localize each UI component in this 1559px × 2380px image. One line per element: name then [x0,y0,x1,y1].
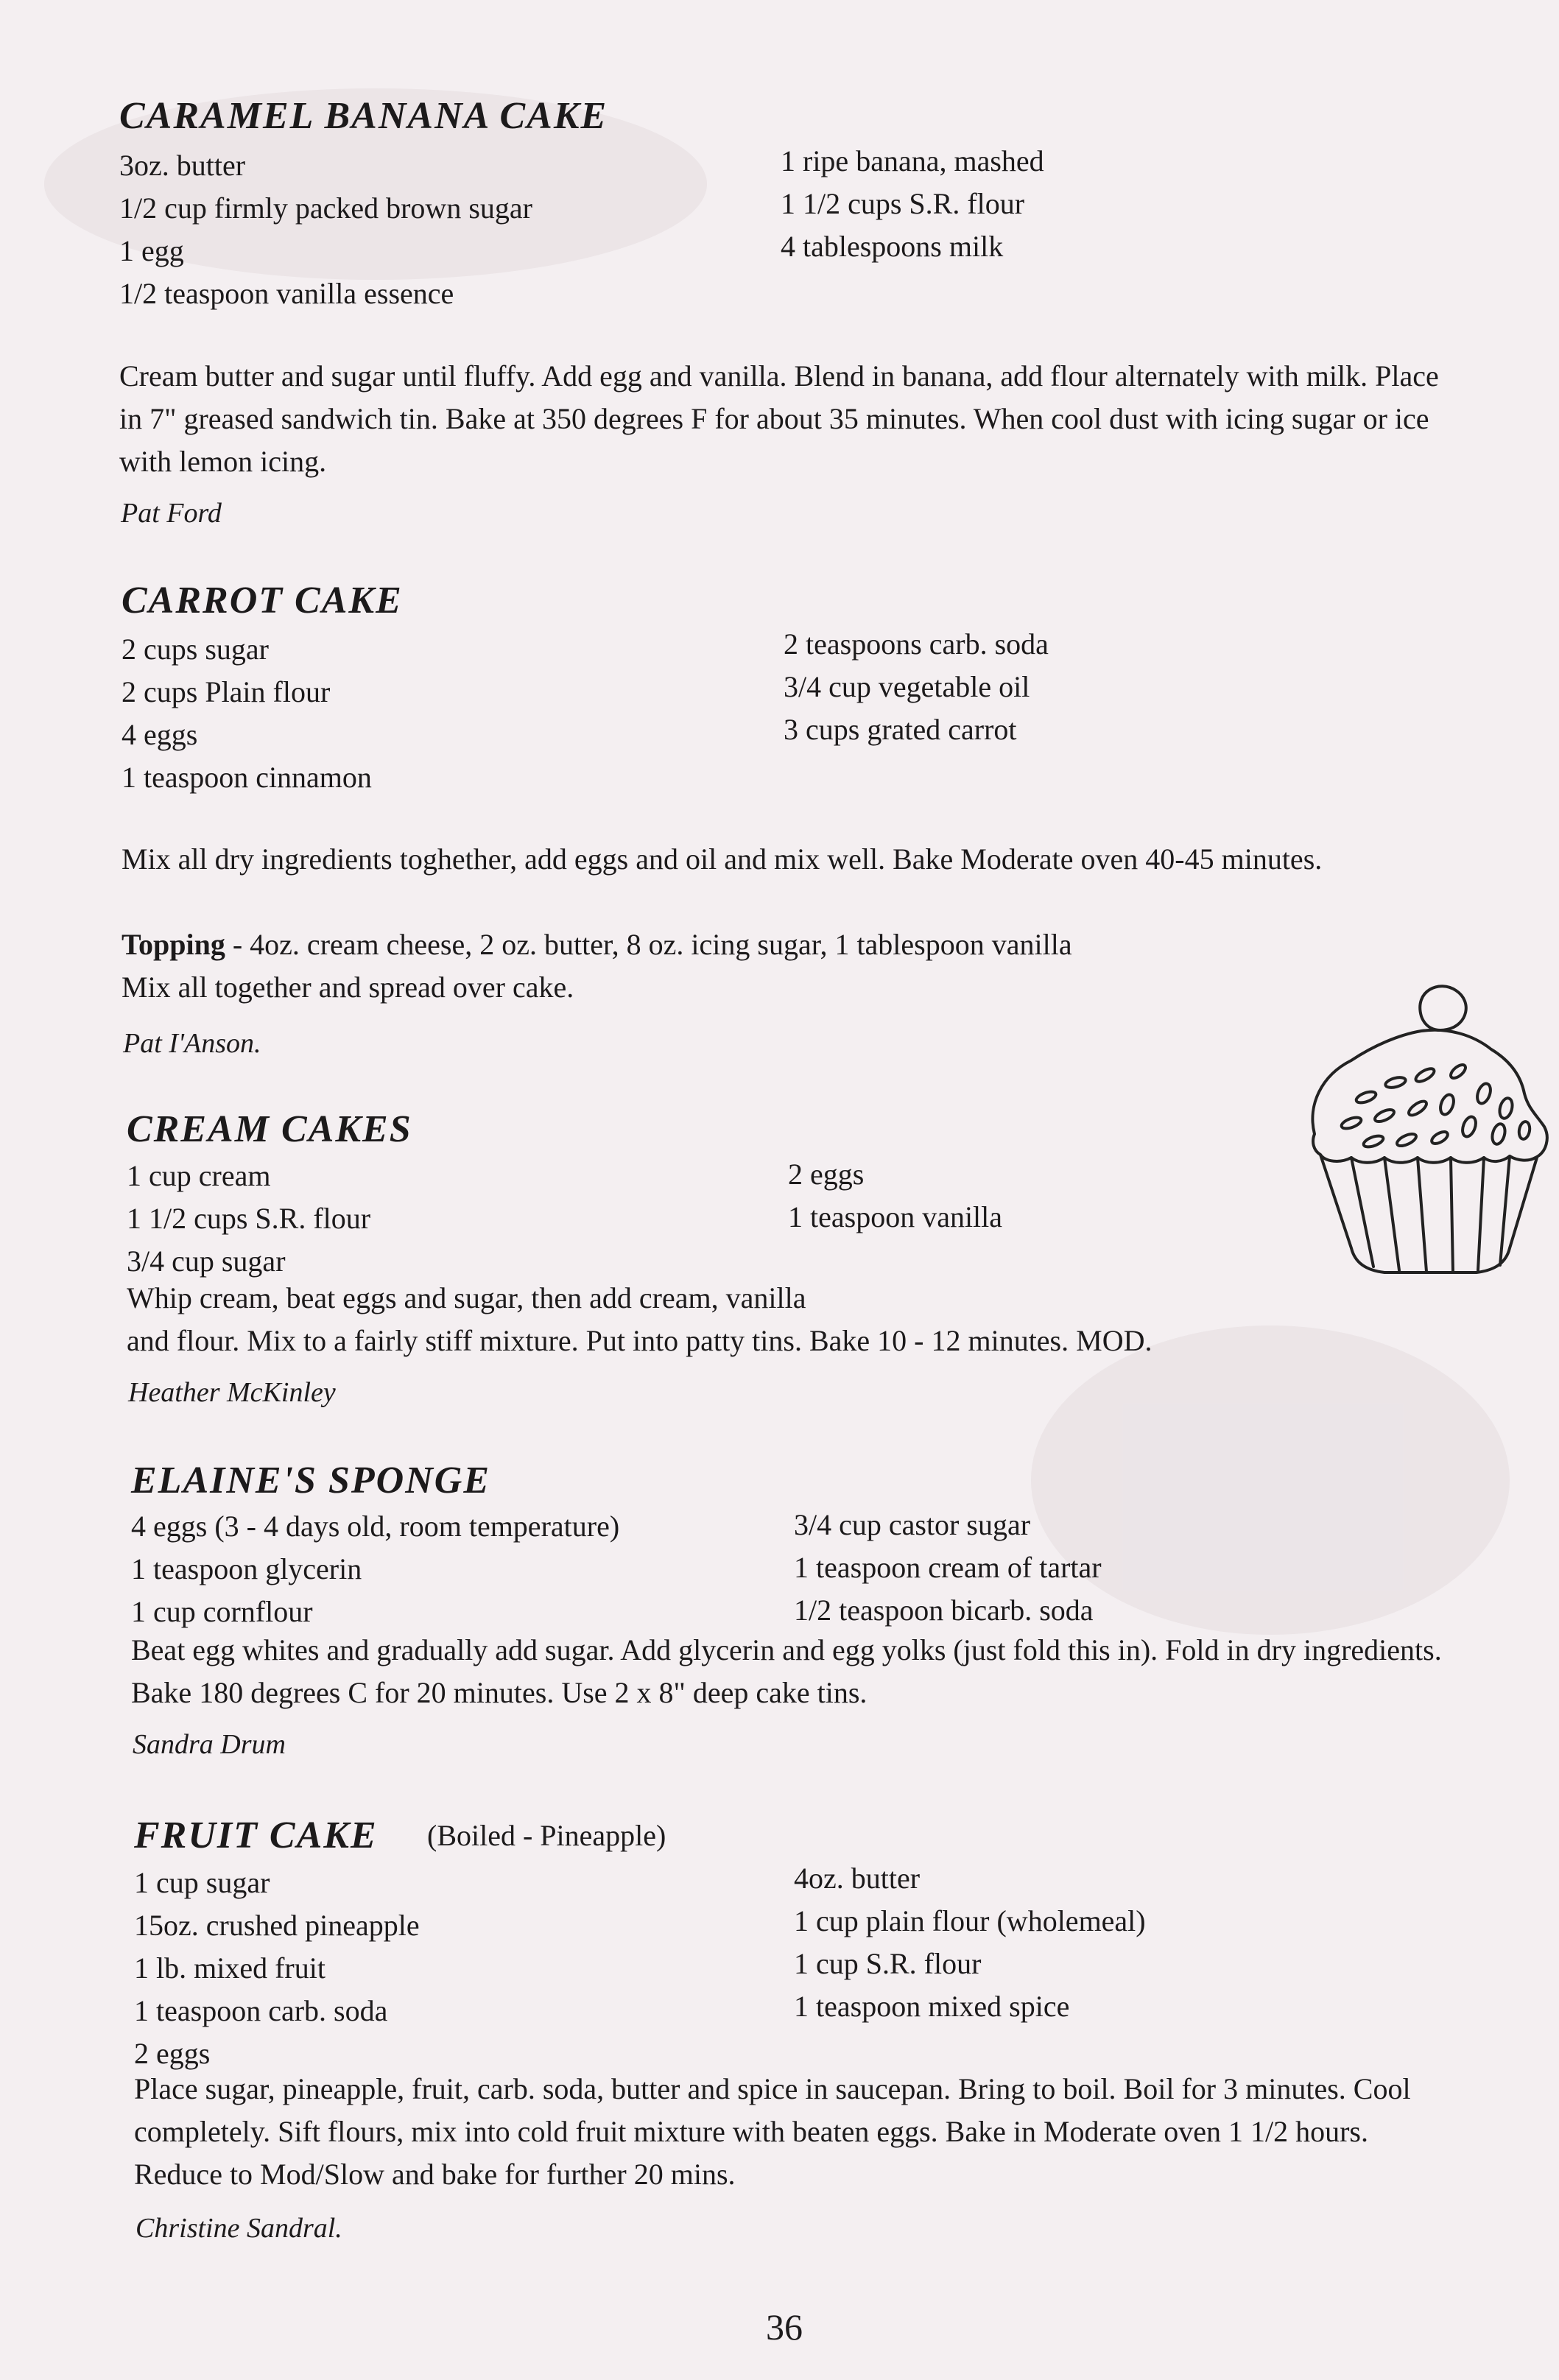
ingredient: 2 cups sugar [122,633,269,666]
ingredient: 1/2 cup firmly packed brown sugar [119,191,532,225]
author: Pat I'Anson. [123,1028,261,1059]
ingredient: 3/4 cup castor sugar [794,1508,1031,1541]
topping-method: Mix all together and spread over cake. [122,971,574,1004]
method-text: Whip cream, beat eggs and sugar, then add cream, vanilla [127,1281,806,1314]
ingredients-left [119,144,532,315]
ingredient: 2 cups Plain flour [122,675,331,708]
ingredients-right [788,1153,1002,1239]
page-number: 36 [766,2306,803,2348]
bleed-through-smudge [1031,1325,1510,1635]
ingredient: 1 cup sugar [134,1866,270,1899]
method-text: Beat egg whites and gradually add sugar. Add glycerin and egg yolks (just fold this in). Fold in dry ingredients. Bake 180 degrees C for 20 minutes. Use 2 x 8" deep cake tins. [131,1633,1442,1709]
ingredient: 1 teaspoon cream of tartar [794,1551,1102,1584]
recipe-title: CARAMEL BANANA CAKE [119,95,608,137]
ingredient: 3oz. butter [119,149,246,182]
method-text: and flour. Mix to a fairly stiff mixture. Put into patty tins. Bake 10 - 12 minutes. MOD. [127,1324,1152,1357]
ingredients-right [794,1504,1102,1632]
ingredient: 1/2 teaspoon vanilla essence [119,277,454,310]
ingredient: 3 cups grated carrot [784,713,1017,746]
ingredients-right [794,1857,1146,2028]
ingredient: 4 eggs (3 - 4 days old, room temperature) [131,1510,620,1543]
topping-label: Topping [122,928,225,961]
ingredient: 1 teaspoon cinnamon [122,761,372,794]
recipe-subtitle: (Boiled - Pineapple) [427,1819,666,1852]
ingredients-right [784,623,1049,751]
ingredient: 4 tablespoons milk [781,230,1004,263]
ingredients-left [131,1505,619,1633]
method-text: Place sugar, pineapple, fruit, carb. soda, butter and spice in saucepan. Bring to boil. Boil for 3 minutes. Cool completely. Sift flours, mix into cold fruit mixture with beaten eggs. Bake in Moderate oven 1 1/2 hours. Reduce to Mod/Slow and bake for further 20 mins. [134,2072,1411,2191]
ingredient: 1 teaspoon mixed spice [794,1990,1070,2023]
ingredient: 4oz. butter [794,1862,921,1895]
ingredient: 1 teaspoon glycerin [131,1552,362,1585]
author: Heather McKinley [128,1377,336,1408]
author: Pat Ford [121,498,222,529]
cupcake-cherry [1420,986,1466,1030]
ingredients-left [122,628,372,799]
ingredient: 1 teaspoon vanilla [788,1200,1003,1233]
ingredient: 1/2 teaspoon bicarb. soda [794,1594,1094,1627]
ingredient: 1 egg [119,234,184,267]
ingredient: 1 cup S.R. flour [794,1947,982,1980]
ingredient: 1 teaspoon carb. soda [134,1994,388,2027]
method-text: Cream butter and sugar until fluffy. Add egg and vanilla. Blend in banana, add flour alternately with milk. Place in 7" greased sandwich tin. Bake at 350 degrees F for about 35 minutes. When cool dust with icing sugar or ice with lemon icing. [119,359,1439,478]
cupcake-illustration [1263,965,1550,1281]
ingredient: 1 cup cream [127,1159,271,1192]
author: Christine Sandral. [136,2213,342,2244]
ingredient: 4 eggs [122,718,198,751]
ingredients-right [781,140,1044,268]
recipe-title: ELAINE'S SPONGE [131,1460,490,1501]
ingredient: 1 1/2 cups S.R. flour [127,1202,371,1235]
topping-text: - 4oz. cream cheese, 2 oz. butter, 8 oz. icing sugar, 1 tablespoon vanilla [225,928,1072,961]
ingredient: 1 cup plain flour (wholemeal) [794,1904,1146,1937]
topping-line [122,923,1458,966]
ingredient: 3/4 cup sugar [127,1244,286,1278]
cupcake-frosting [1312,1030,1546,1163]
recipe-title: CREAM CAKES [127,1108,412,1150]
ingredient: 1 ripe banana, mashed [781,144,1044,177]
ingredient: 1 1/2 cups S.R. flour [781,187,1025,220]
recipe-title: FRUIT CAKE [134,1814,378,1856]
ingredient: 1 lb. mixed fruit [134,1951,325,1985]
ingredients-left [127,1155,370,1283]
ingredient: 3/4 cup vegetable oil [784,670,1030,703]
ingredient: 15oz. crushed pineapple [134,1909,420,1942]
author: Sandra Drum [133,1729,286,1760]
ingredients-left [134,1862,420,2075]
method-text: Mix all dry ingredients toghether, add eggs and oil and mix well. Bake Moderate oven 40-45 minutes. [122,842,1323,876]
ingredient: 2 teaspoons carb. soda [784,627,1049,661]
ingredient: 2 eggs [134,2037,211,2070]
ingredient: 2 eggs [788,1158,865,1191]
recipe-title: CARROT CAKE [122,580,403,622]
ingredient: 1 cup cornflour [131,1595,313,1628]
